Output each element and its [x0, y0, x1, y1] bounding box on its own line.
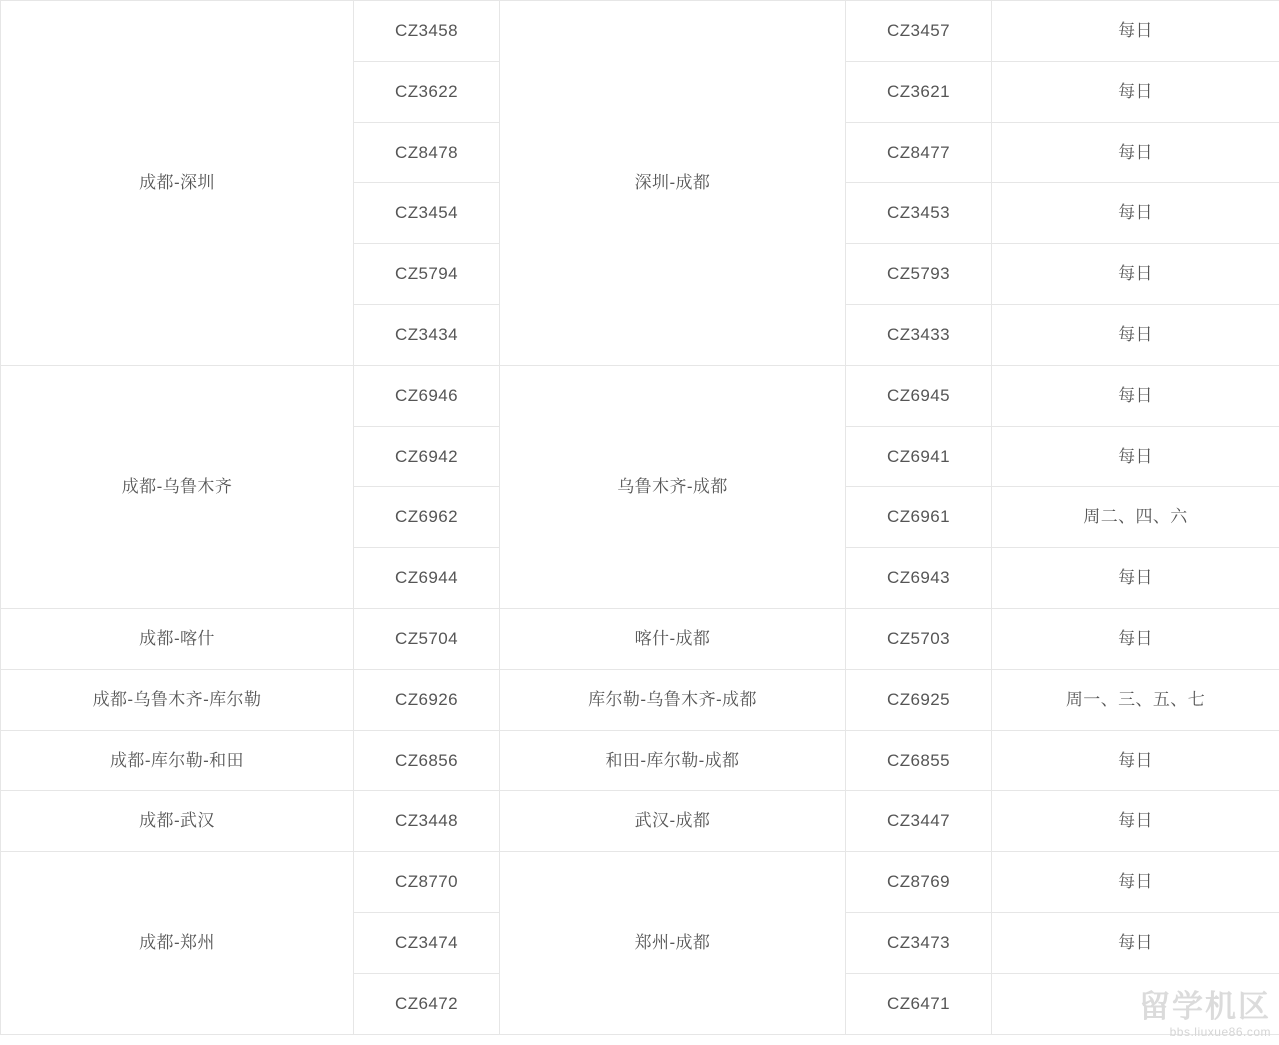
table-row	[1, 669, 1279, 730]
inbound-flight-code-cell: CZ6961	[846, 487, 992, 548]
outbound-flight-code-cell: CZ6926	[354, 669, 500, 730]
outbound-flight-code-cell: CZ6856	[354, 730, 500, 791]
inbound-route-cell: 和田-库尔勒-成都	[500, 730, 846, 791]
frequency-cell: 每日	[992, 61, 1279, 122]
inbound-flight-code-cell: CZ3457	[846, 1, 992, 62]
frequency-cell: 每日	[992, 852, 1279, 913]
outbound-route-cell: 成都-深圳	[1, 1, 354, 366]
outbound-flight-code-cell: CZ6942	[354, 426, 500, 487]
frequency-cell: 每日	[992, 608, 1279, 669]
frequency-cell: 每日	[992, 304, 1279, 365]
table-row	[1, 791, 1279, 852]
outbound-route-cell: 成都-乌鲁木齐	[1, 365, 354, 608]
outbound-flight-code-cell: CZ3448	[354, 791, 500, 852]
outbound-route-cell: 成都-郑州	[1, 852, 354, 1034]
watermark-main-text: 留学机区	[1139, 989, 1271, 1025]
outbound-flight-code-cell: CZ5794	[354, 244, 500, 305]
inbound-route-cell: 武汉-成都	[500, 791, 846, 852]
outbound-route-cell: 成都-喀什	[1, 608, 354, 669]
inbound-flight-code-cell: CZ6943	[846, 548, 992, 609]
outbound-flight-code-cell: CZ6472	[354, 973, 500, 1034]
frequency-cell	[992, 973, 1279, 1034]
inbound-flight-code-cell: CZ8769	[846, 852, 992, 913]
frequency-cell: 每日	[992, 122, 1279, 183]
outbound-flight-code-cell: CZ3458	[354, 1, 500, 62]
frequency-cell: 每日	[992, 1, 1279, 62]
outbound-flight-code-cell: CZ3474	[354, 912, 500, 973]
outbound-flight-code-cell: CZ8478	[354, 122, 500, 183]
table-row	[1, 608, 1279, 669]
outbound-flight-code-cell: CZ6962	[354, 487, 500, 548]
frequency-cell: 每日	[992, 365, 1279, 426]
table-row	[1, 365, 1279, 426]
outbound-flight-code-cell: CZ3434	[354, 304, 500, 365]
inbound-flight-code-cell: CZ3621	[846, 61, 992, 122]
inbound-route-cell: 乌鲁木齐-成都	[500, 365, 846, 608]
inbound-flight-code-cell: CZ6945	[846, 365, 992, 426]
frequency-cell: 每日	[992, 730, 1279, 791]
outbound-flight-code-cell: CZ3622	[354, 61, 500, 122]
table-row	[1, 852, 1279, 913]
inbound-flight-code-cell: CZ6925	[846, 669, 992, 730]
outbound-flight-code-cell: CZ8770	[354, 852, 500, 913]
inbound-flight-code-cell: CZ3447	[846, 791, 992, 852]
frequency-cell: 周二、四、六	[992, 487, 1279, 548]
inbound-flight-code-cell: CZ3453	[846, 183, 992, 244]
frequency-cell: 周一、三、五、七	[992, 669, 1279, 730]
frequency-cell: 每日	[992, 183, 1279, 244]
table-row	[1, 1, 1279, 62]
inbound-flight-code-cell: CZ5703	[846, 608, 992, 669]
inbound-flight-code-cell: CZ6941	[846, 426, 992, 487]
outbound-route-cell: 成都-库尔勒-和田	[1, 730, 354, 791]
inbound-flight-code-cell: CZ3473	[846, 912, 992, 973]
inbound-route-cell: 库尔勒-乌鲁木齐-成都	[500, 669, 846, 730]
outbound-flight-code-cell: CZ6946	[354, 365, 500, 426]
outbound-route-cell: 成都-武汉	[1, 791, 354, 852]
frequency-cell: 每日	[992, 791, 1279, 852]
flight-table-body	[1, 1, 1279, 1035]
inbound-flight-code-cell: CZ8477	[846, 122, 992, 183]
outbound-flight-code-cell: CZ5704	[354, 608, 500, 669]
frequency-cell: 每日	[992, 244, 1279, 305]
frequency-cell: 每日	[992, 548, 1279, 609]
table-row	[1, 730, 1279, 791]
inbound-flight-code-cell: CZ5793	[846, 244, 992, 305]
outbound-flight-code-cell: CZ3454	[354, 183, 500, 244]
inbound-flight-code-cell: CZ6471	[846, 973, 992, 1034]
inbound-flight-code-cell: CZ6855	[846, 730, 992, 791]
inbound-flight-code-cell: CZ3433	[846, 304, 992, 365]
watermark-sub-text: bbs.liuxue86.com	[1169, 1025, 1271, 1039]
frequency-cell: 每日	[992, 426, 1279, 487]
inbound-route-cell: 深圳-成都	[500, 1, 846, 366]
inbound-route-cell: 郑州-成都	[500, 852, 846, 1034]
outbound-route-cell: 成都-乌鲁木齐-库尔勒	[1, 669, 354, 730]
frequency-cell: 每日	[992, 912, 1279, 973]
outbound-flight-code-cell: CZ6944	[354, 548, 500, 609]
inbound-route-cell: 喀什-成都	[500, 608, 846, 669]
